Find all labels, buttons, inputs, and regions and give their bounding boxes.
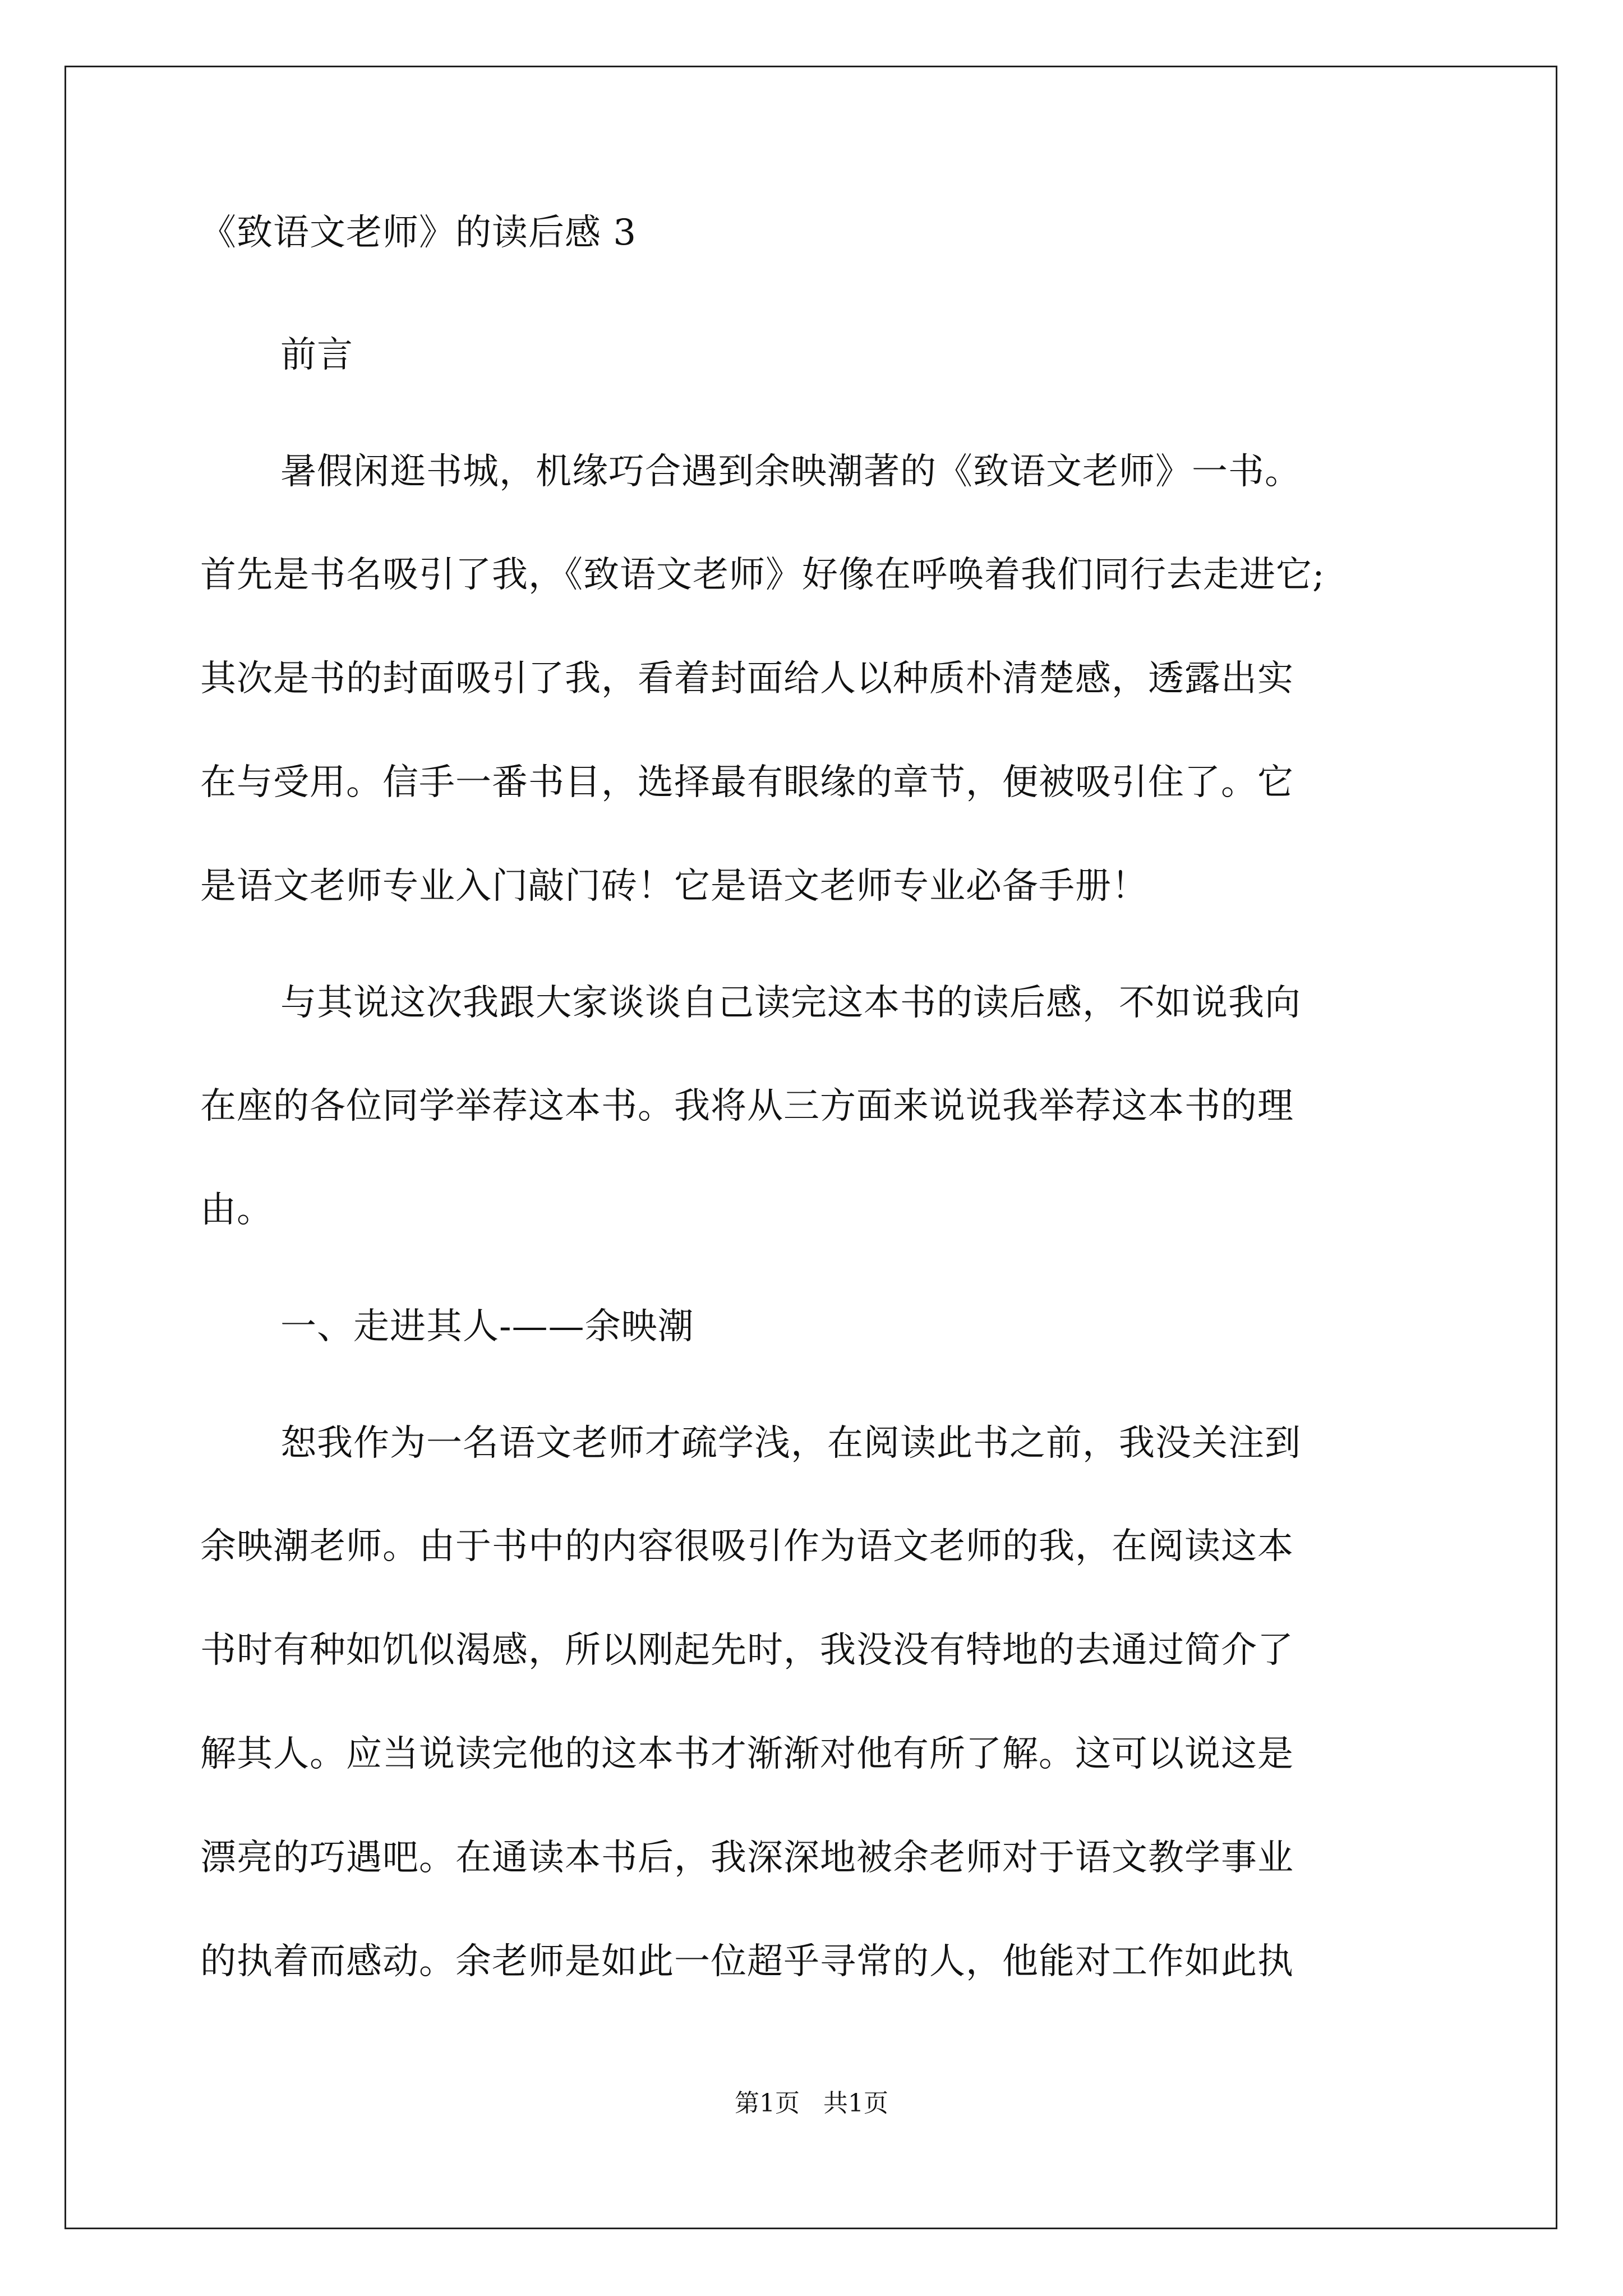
paragraph-line: 是语文老师专业入门敲门砖！它是语文老师专业必备手册！ xyxy=(200,866,1148,907)
paragraph-line: 的执着而感动。余老师是如此一位超乎寻常的人，他能对工作如此执 xyxy=(200,1941,1294,1982)
paragraph-line: 漂亮的巧遇吧。在通读本书后，我深深地被余老师对于语文教学事业 xyxy=(200,1837,1294,1879)
paragraph-line: 其次是书的封面吸引了我，看着封面给人以种质朴清楚感，透露出实 xyxy=(200,658,1294,700)
paragraph-line: 暑假闲逛书城，机缘巧合遇到余映潮著的《致语文老师》一书。 xyxy=(280,451,1301,493)
page-border xyxy=(64,66,1557,2229)
paragraph-line: 解其人。应当说读完他的这本书才渐渐对他有所了解。这可以说这是 xyxy=(200,1733,1294,1775)
paragraph-line: 书时有种如饥似渴感，所以刚起先时，我没没有特地的去通过简介了 xyxy=(200,1630,1294,1671)
paragraph-line: 在与受用。信手一番书目，选择最有眼缘的章节，便被吸引住了。它 xyxy=(200,762,1294,803)
paragraph-line: 首先是书名吸引了我，《致语文老师》好像在呼唤着我们同行去走进它; xyxy=(200,554,1325,596)
paragraph-line: 恕我作为一名语文老师才疏学浅，在阅读此书之前，我没关注到 xyxy=(280,1423,1301,1464)
paragraph-line: 由。 xyxy=(200,1189,273,1231)
paragraph-line: 在座的各位同学举荐这本书。我将从三方面来说说我举荐这本书的理 xyxy=(200,1085,1294,1127)
preface-heading: 前言 xyxy=(280,334,353,376)
paragraph-line: 余映潮老师。由于书中的内容很吸引作为语文老师的我，在阅读这本 xyxy=(200,1526,1294,1567)
section-heading: 一、走进其人-——余映潮 xyxy=(280,1306,694,1347)
paragraph-line: 与其说这次我跟大家谈谈自己读完这本书的读后感，不如说我向 xyxy=(280,982,1301,1024)
page-footer: 第1页 共1页 xyxy=(735,2089,888,2118)
document-title: 《致语文老师》的读后感 3 xyxy=(200,212,637,254)
